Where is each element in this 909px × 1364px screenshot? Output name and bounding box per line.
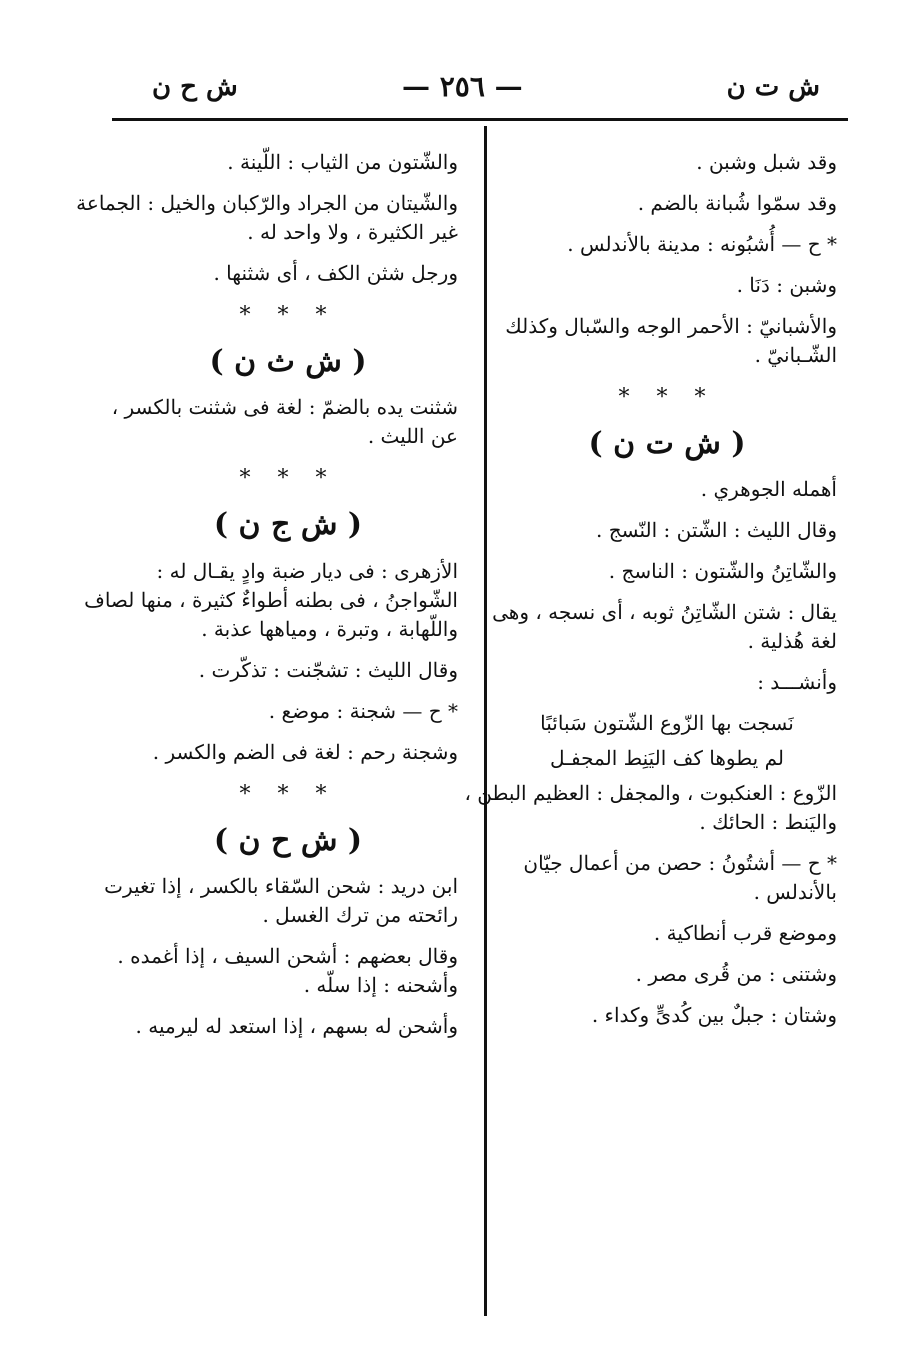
entry-line: وشبن : دَنَا .	[736, 273, 837, 297]
entry-line: وأنشـــد :	[757, 670, 837, 695]
entry-line: * ح — شجنة : موضع .	[268, 698, 458, 723]
entry-line: واللّهابة ، وتبرة ، ومياهها عذبة .	[201, 616, 458, 641]
entry-line: عن الليث .	[367, 424, 458, 449]
entry-line: وقد سمّوا شُبانة بالضم .	[637, 191, 837, 215]
entry-line: والشّيتان من الجراد والرّكبان والخيل : الجماعة	[76, 191, 458, 215]
entry-line: وأشحن له بسهم ، إذا استعد له ليرميه .	[135, 1014, 458, 1039]
entry-line: بالأندلس .	[753, 880, 837, 905]
entry-line: وقال الليث : تشجّنت : تذكّرت .	[198, 657, 458, 682]
entry-line: والشّتون من الثياب : اللّينة .	[227, 150, 458, 174]
right-column	[464, 148, 837, 1042]
page-header	[112, 62, 832, 112]
entry-line: أهمله الجوهري .	[700, 477, 837, 502]
entry-line: والأشبانيّ : الأحمر الوجه والسّبال وكذلك	[505, 314, 837, 338]
verse-line: لم يطوها كف اليَنِط المجفـل	[550, 746, 784, 771]
entry-line: وقال الليث : الشّتن : النّسج .	[596, 518, 837, 543]
entry-line: والشّاتِنُ والشّتون : الناسج .	[608, 559, 837, 584]
section-separator: * * *	[239, 781, 337, 807]
entry-line: * ح — أشتُونُ : حصن من أعمال جيّان	[523, 851, 837, 876]
entry-line: وأشحنه : إذا سلّه .	[303, 973, 458, 998]
verse-line: نَسجت بها الزّوع الشّتون سَبائبًا	[540, 711, 794, 736]
section-separator: * * *	[239, 466, 337, 492]
entry-line: وقد شبل وشبن .	[696, 150, 837, 174]
entry-line: شثنت يده بالضمّ : لغة فى شثنت بالكسر ،	[111, 395, 458, 420]
column-divider	[484, 126, 487, 1316]
entry-line: وموضع قرب أنطاكية .	[653, 921, 837, 946]
root-heading: ( ش ح ن )	[213, 822, 363, 858]
page-number: — ٢٥٦ —	[402, 70, 523, 103]
root-heading: ( ش ج ن )	[213, 507, 363, 543]
section-separator: * * *	[618, 385, 716, 410]
root-heading: ( ش ت ن )	[588, 425, 746, 461]
left-column	[76, 148, 458, 1053]
header-left-root: ش ح ن	[152, 72, 238, 102]
header-right-root: ش ت ن	[726, 72, 820, 102]
entry-line: وشتان : جبلٌ بين كُدىٍّ وكداء .	[591, 1003, 837, 1028]
entry-line: غير الكثيرة ، ولا واحد له .	[247, 220, 458, 244]
entry-line: الشّـبانيّ .	[754, 343, 837, 367]
header-rule	[112, 118, 848, 121]
entry-line: ورجل شثن الكف ، أى شثنها .	[213, 261, 458, 285]
entry-line: يقال : شتن الشّاتِنُ ثوبه ، أى نسجه ، وهى	[492, 600, 837, 625]
entry-line: لغة هُذلية .	[747, 629, 837, 654]
entry-line: الأزهرى : فى ديار ضبة وادٍ يقـال له :	[156, 558, 458, 583]
entry-line: واليَنط : الحائك .	[699, 810, 837, 835]
entry-line: ابن دريد : شحن السّقاء بالكسر ، إذا تغيرت	[104, 874, 458, 899]
entry-line: وشتنى : من قُرى مصر .	[635, 962, 837, 987]
entry-line: * ح — أُشبُونه : مدينة بالأندلس .	[567, 232, 837, 256]
entry-line: وقال بعضهم : أشحن السيف ، إذا أغمده .	[117, 944, 458, 969]
entry-line: وشجنة رحم : لغة فى الضم والكسر .	[152, 739, 458, 764]
entry-line: رائحته من ترك الغسل .	[262, 903, 458, 928]
entry-line: الشّواجنُ ، فى بطنه أطواءٌ كثيرة ، منها لصاف	[84, 587, 458, 612]
root-heading: ( ش ث ن )	[209, 343, 367, 379]
entry-line: الزّوع : العنكبوت ، والمجفل : العظيم البطن ،	[464, 781, 837, 806]
section-separator: * * *	[239, 303, 337, 328]
